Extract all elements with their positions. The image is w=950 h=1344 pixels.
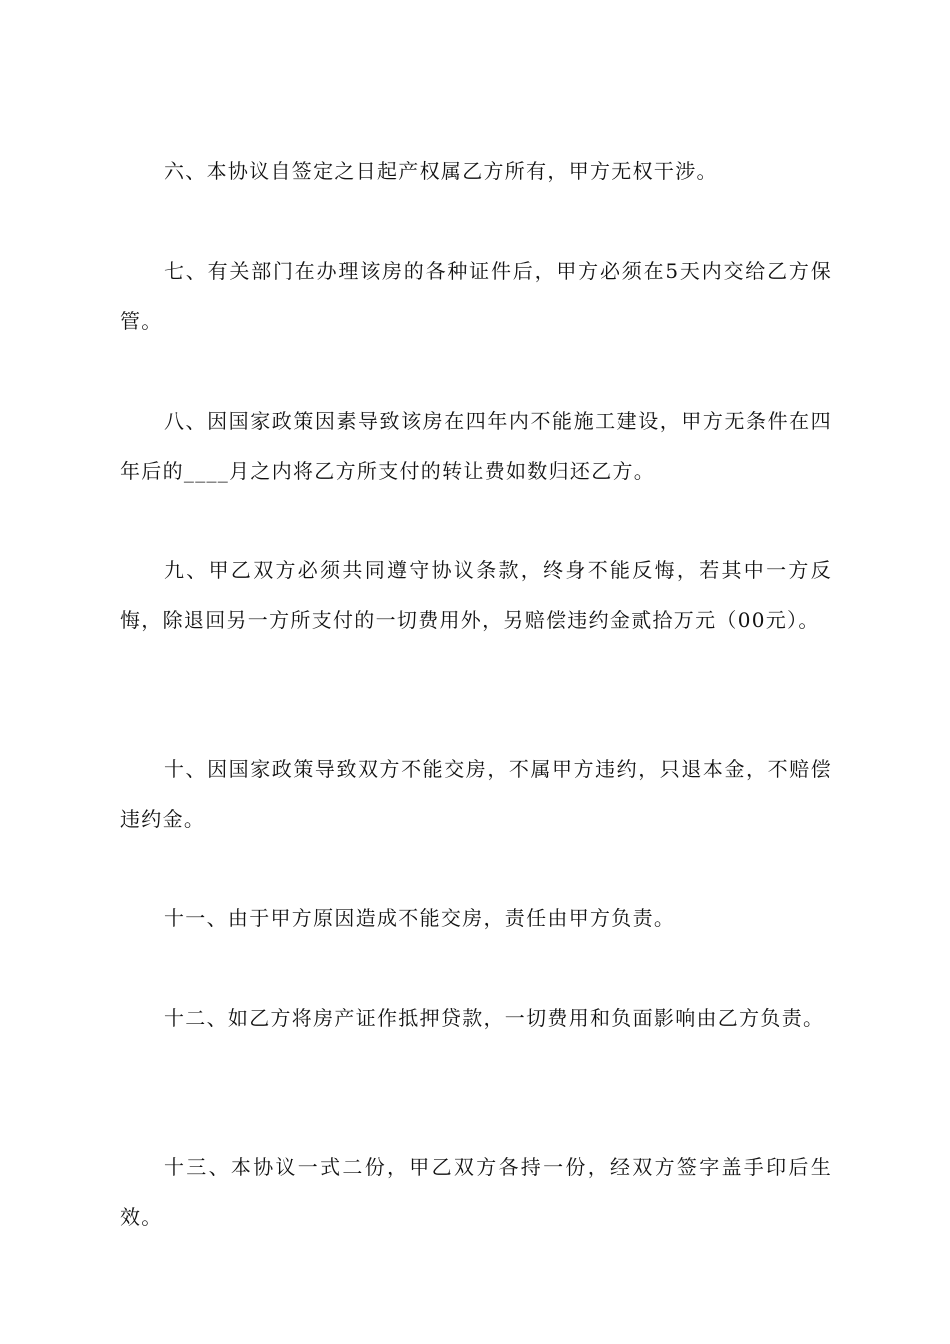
clause-7: 七、有关部门在办理该房的各种证件后，甲方必须在5天内交给乙方保管。 xyxy=(120,259,832,333)
clause-11: 十一、由于甲方原因造成不能交房，责任由甲方负责。 xyxy=(164,906,676,930)
clause-12: 十二、如乙方将房产证作抵押贷款，一切费用和负面影响由乙方负责。 xyxy=(164,1006,825,1030)
clause-9: 九、甲乙双方必须共同遵守协议条款，终身不能反悔，若其中一方反悔，除退回另一方所支付的一切费用外，另赔偿违约金贰拾万元（00元）。 xyxy=(120,558,832,632)
clause-8: 八、因国家政策因素导致该房在四年内不能施工建设，甲方无条件在四年后的____月之内将乙方所支付的转让费如数归还乙方。 xyxy=(120,409,832,483)
clause-6: 六、本协议自签定之日起产权属乙方所有，甲方无权干涉。 xyxy=(164,159,718,183)
clause-13: 十三、本协议一式二份，甲乙双方各持一份，经双方签字盖手印后生效。 xyxy=(120,1155,832,1229)
clause-10: 十、因国家政策导致双方不能交房，不属甲方违约，只退本金，不赔偿违约金。 xyxy=(120,757,832,831)
